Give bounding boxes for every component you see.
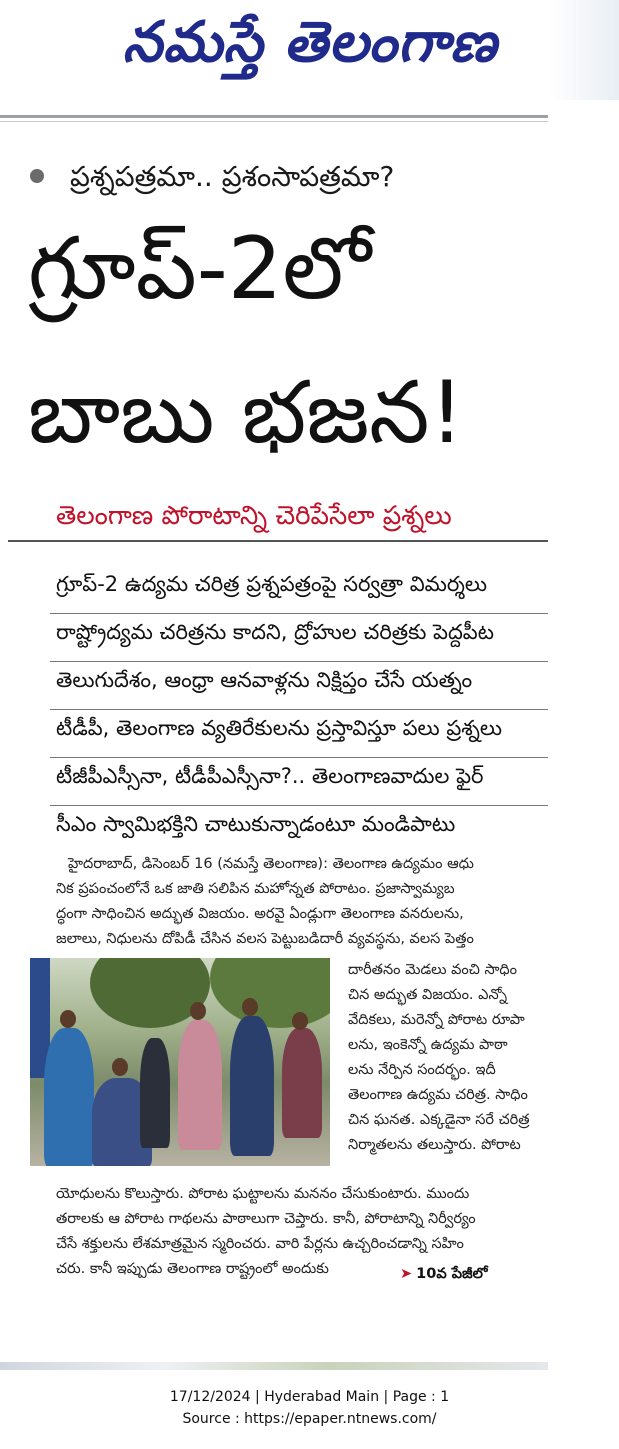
body-line: నిక ప్రపంచంలోనే ఒక జాతి సలిపిన మహోన్నత పోరాటం. ప్రజాస్వామ్యబ [56,881,455,897]
photo-person [44,1028,94,1166]
photo-person [230,1016,274,1156]
photo-person-head [190,1002,206,1020]
headline-line-1: గ్రూప్‌-2లో [28,219,371,319]
body-line: చరు. కానీ ఇప్పుడు తెలంగాణ రాష్ట్రంలో అందుకు [56,1261,329,1277]
summary-point-text: సీఎం స్వామిభక్తిని చాటుకున్నాడంటూ మండిపాటు [56,812,456,836]
body-line: తరాలకు ఆ పోరాట గాథలను పాఠాలుగా చెప్తారు. కానీ, పోరాటాన్ని నిర్వీర్యం [56,1211,476,1227]
subheadline-rule [8,540,548,542]
photo-person-head [60,1010,76,1028]
summary-point [50,656,548,710]
body-line: నిర్మాతలను తలుస్తారు. పోరాట [348,1137,521,1153]
masthead-rule [0,115,548,118]
subheadline [0,488,548,544]
summary-point-text: టీజీపీఎస్సీనా, టీడీపీఎస్సీనా?.. తెలంగాణవాదుల ఫైర్‌ [56,764,484,788]
footer-source: Source : https://epaper.ntnews.com/ [182,1411,437,1427]
body-line: యోధులను కొలుస్తారు. పోరాట ఘట్టాలను మననం చేసుకుంటారు. ముందు [56,1186,470,1202]
body-line: జలాలు, నిధులను దోపిడీ చేసిన వలస పెట్టుబడిదారీ వ్యవస్థను, వలస పెత్తం [56,931,474,947]
body-line: లను, ఇంకెన్నో ఉద్యమ పాఠా [348,1037,508,1053]
photo-person [178,1020,222,1150]
footer [0,1386,619,1430]
summary-point-text: టీడీపీ, తెలంగాణ వ్యతిరేకులను ప్రస్తావిస్తూ పలు ప్రశ్నలు [56,716,503,740]
body-line: ద్ధంగా సాధించిన అద్భుత విజయం. అరవై ఏండ్లుగా తెలంగాణ వనరులను, [56,906,464,922]
summary-point [50,800,548,854]
summary-point [50,704,548,758]
photo-person-head [292,1012,308,1030]
kicker [30,155,530,199]
body-line: చేసే శక్తులను లేశమాత్రమైన స్మరించరు. వారి పేర్లను ఉచ్చరించడాన్ని సహిం [56,1236,464,1252]
summary-point [50,752,548,806]
photo-person [282,1028,322,1138]
next-article-strip [0,1362,548,1370]
bullet-icon [30,169,44,183]
summary-point-text: రాష్ట్రోద్యమ చరిత్రను కాదని, ద్రోహుల చరిత్రకు పెద్దపీట [56,620,494,644]
body-line: తెలంగాణ ఉద్యమ చరిత్ర. సాధిం [348,1087,528,1103]
subheadline-text: తెలంగాణ పోరాటాన్ని చెరిపేసేలా ప్రశ్నలు [56,501,452,531]
continued-text: 10వ పేజీలో [416,1266,488,1282]
summary-point [50,608,548,662]
arrow-icon: ➤ [400,1266,413,1282]
photo-person-head [112,1058,128,1076]
photo-person [140,1038,170,1148]
newspaper-title: నమస్తే తెలంగాణ [122,10,498,75]
photo-person-head [242,998,258,1016]
summary-point-text: గ్రూప్‌-2 ఉద్యమ చరిత్ర ప్రశ్నపత్రంపై సర్వత్రా విమర్శలు [56,572,488,596]
summary-point-text: తెలుగుదేశం, ఆంధ్రా ఆనవాళ్లను నిక్షిప్తం చేసే యత్నం [56,668,473,692]
footer-date-edition: 17/12/2024 | Hyderabad Main | Page : 1 [169,1389,450,1405]
body-line: లను నేర్పిన సందర్భం. ఇదీ [348,1062,496,1078]
body-line: చిన అద్భుత విజయం. ఎన్నో [348,987,507,1003]
masthead-decoration [548,0,619,100]
masthead-rule-thin [0,121,548,122]
continued-page-reference [400,1266,488,1286]
masthead [0,0,619,118]
body-line: హైదరాబాద్‌, డిసెంబర్‌ 16 (నమస్తే తెలంగాణ): తెలంగాణ ఉద్యమం ఆధు [68,856,474,872]
summary-point [50,560,548,614]
body-line: దారీతనం మెడలు వంచి సాధిం [348,962,517,978]
body-line: వేదికలు, మరెన్నో పోరాట రూపా [348,1012,525,1028]
body-line: చిన ఘనత. ఎక్కడైనా సరే చరిత్ర [348,1112,530,1128]
photo-tree [210,958,330,1028]
article-photo [30,958,330,1166]
kicker-text: ప్రశ్నపత్రమా.. ప్రశంసాపత్రమా? [70,160,395,193]
headline-line-2: బాబు భజన! [28,363,464,463]
